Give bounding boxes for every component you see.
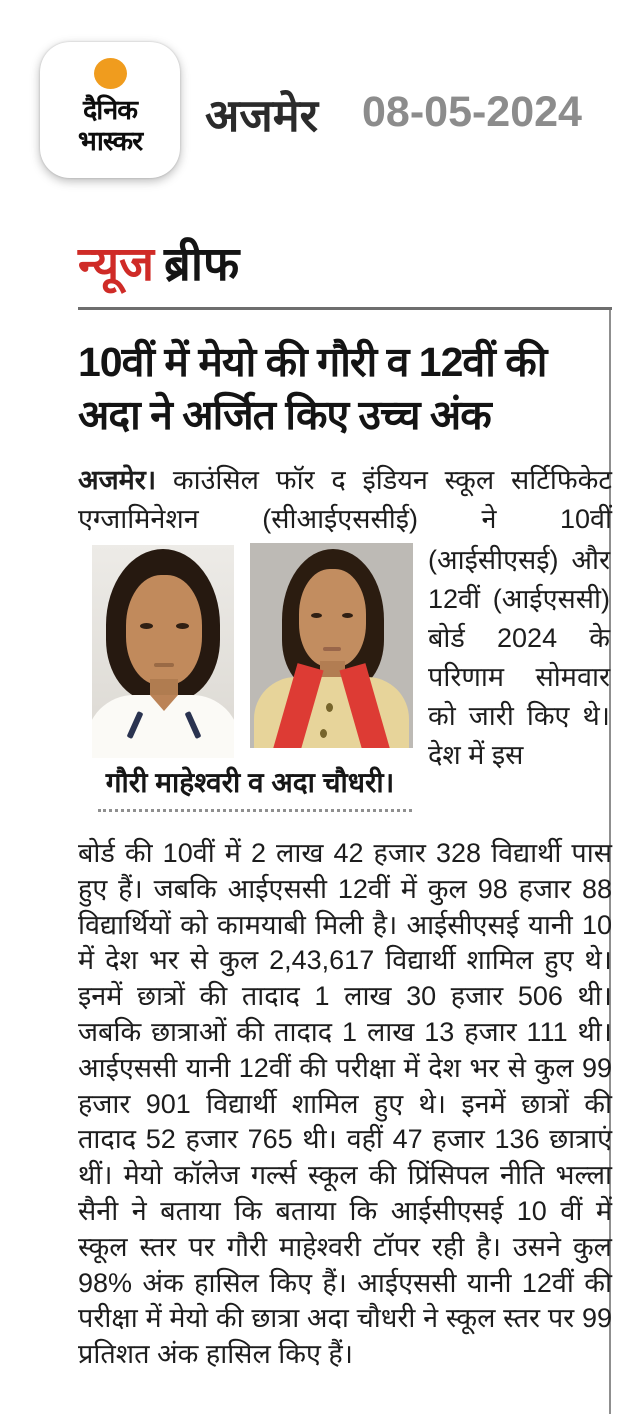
lead-text: काउंसिल फॉर द इंडियन स्कूल सर्टिफिकेट एग्जामिनेशन (सीआईएससीई) ने 10वीं (78, 465, 612, 534)
logo-text-line1: दैनिक (82, 95, 138, 125)
logo-sun-dot-icon (94, 58, 127, 89)
dainik-bhaskar-logo (40, 42, 180, 178)
eye-shape (342, 613, 353, 618)
logo-text-line2: भास्कर (77, 126, 143, 156)
eye-shape (140, 623, 153, 629)
eye-shape (176, 623, 189, 629)
article-body-paragraph: बोर्ड की 10वीं में 2 लाख 42 हजार 328 विद्यार्थी पास हुए हैं। जबकि आईएससी 12वीं में कुल 98 हजार 88 विद्यार्थियों को कामयाबी मिली है। आईसीएसई यानी 10 में देश भर से कुल 2,43,617 विद्यार्थी शामिल हुए थे। इनमें छात्रों की तादाद 1 लाख 30 हजार 506 थी। जबकि छात्राओं की तादाद 1 लाख 13 हजार 111 थी। आईएससी यानी 12वीं की परीक्षा में देश भर से कुल 99 हजार 901 विद्यार्थी शामिल हुए थे। इनमें छात्रों की तादाद 52 हजार 765 थी। वहीं 47 हजार 136 छात्राएं थीं। मेयो कॉलेज गर्ल्स स्कूल की प्रिंसिपल नीति भल्ला सैनी ने बताया कि बताया कि आईसीएसई 10 वीं में स्कूल स्तर पर गौरी माहेश्वरी टॉपर रही है। उसने कुल 98% अंक हासिल किए हैं। आईएससी यानी 12वीं की परीक्षा में मेयो की छात्रा अदा चौधरी ने स्कूल स्तर पर 99 प्रतिशत अंक हासिल किए हैं। (78, 838, 612, 1370)
face-shape (299, 569, 366, 667)
caption-dotted-divider (98, 809, 412, 812)
face-shape (126, 575, 202, 685)
edition-title: अजमेर (205, 90, 319, 141)
dress-print-dot (326, 703, 333, 712)
lead-paragraph (78, 461, 612, 539)
student-photo-gauri (92, 545, 234, 758)
headline-line-2: अदा ने अर्जित किए उच्च अंक (78, 392, 491, 438)
edition-date: 08-05-2024 (362, 88, 582, 136)
news-brief-label-rest: ब्रीफ (164, 237, 240, 290)
article-headline (78, 336, 616, 442)
section-divider-line (78, 307, 612, 310)
student-photo-ada (250, 543, 413, 748)
right-column-text: (आईसीएसई) और 12वीं (आईएससी) बोर्ड 2024 के परिणाम सोमवार को जारी किए थे। देश में इस (428, 545, 610, 770)
headline-line-1: 10वीं में मेयो की गौरी व 12वीं की (78, 339, 547, 385)
mouth-shape (154, 663, 174, 667)
dateline: अजमेर। (78, 465, 157, 495)
news-brief-label-highlight: न्यूज (78, 237, 154, 290)
eye-shape (311, 613, 322, 618)
photo-caption: गौरी माहेश्वरी व अदा चौधरी। (105, 767, 395, 798)
dress-print-dot (320, 729, 327, 738)
news-brief-label (78, 230, 239, 294)
mouth-shape (323, 647, 341, 651)
